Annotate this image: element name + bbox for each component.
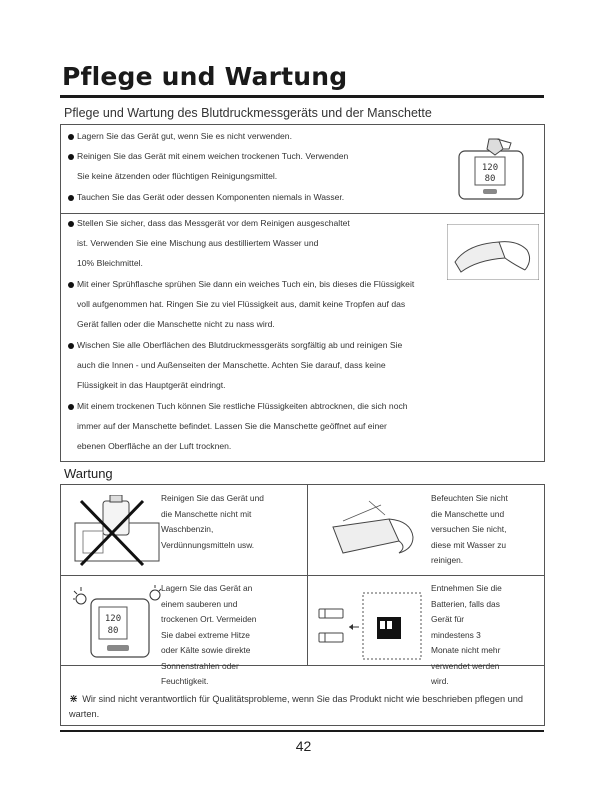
bullet-continuation: Gerät fallen oder die Manschette nicht zu nass wird. bbox=[77, 319, 275, 329]
svg-text:120: 120 bbox=[104, 614, 122, 624]
bullet-item: Stellen Sie sicher, dass das Messgerät vor dem Reinigen ausgeschaltet bbox=[77, 214, 350, 234]
grid-divider bbox=[61, 575, 544, 576]
section-heading-wartung: Wartung bbox=[64, 466, 113, 481]
cuff-water-icon bbox=[329, 497, 421, 563]
cuff-icon bbox=[447, 224, 539, 280]
monitor-sun-icon bbox=[71, 583, 163, 663]
disclaimer-note: ⋇ Wir sind nicht verantwortlich für Qualitätsprobleme, wenn Sie das Produkt nicht wie beschrieben pflegen und warten. bbox=[69, 693, 523, 719]
title-divider bbox=[60, 95, 544, 98]
note-symbol: ⋇ bbox=[69, 693, 79, 705]
bullet-item: Wischen Sie alle Oberflächen des Blutdruckmessgeräts sorgfältig ab und reinigen Sie bbox=[77, 336, 402, 356]
maintenance-grid bbox=[60, 484, 545, 726]
bullet-continuation: ebenen Oberfläche an der Luft trocknen. bbox=[77, 441, 232, 451]
svg-text:80: 80 bbox=[107, 626, 119, 636]
maintenance-text-water: Befeuchten Sie nicht die Manschette und versuchen Sie nicht, diese mit Wasser zu reinigen. bbox=[431, 493, 508, 565]
bottle-crossed-icon bbox=[73, 495, 161, 567]
subtitle: Pflege und Wartung des Blutdruckmessgeräts und der Manschette bbox=[64, 106, 432, 120]
bullet-item: Lagern Sie das Gerät gut, wenn Sie es nicht verwenden. bbox=[77, 127, 292, 147]
bullet-item: Reinigen Sie das Gerät mit einem weichen trockenen Tuch. Verwenden bbox=[77, 147, 348, 167]
bullet-item: Tauchen Sie das Gerät oder dessen Komponenten niemals in Wasser. bbox=[77, 188, 344, 208]
bullet-item: Mit einer Sprühflasche sprühen Sie dann ein weiches Tuch ein, bis dieses die Flüssigkeit bbox=[77, 275, 414, 295]
svg-text:80: 80 bbox=[484, 174, 496, 184]
bullet-continuation: voll aufgenommen hat. Ringen Sie zu viel Flüssigkeit aus, damit keine Tropfen auf das bbox=[77, 299, 406, 309]
maintenance-text-batteries: Entnehmen Sie die Batterien, falls das Gerät für mindestens 3 Monate nicht mehr verwendet werden wird. bbox=[431, 583, 502, 686]
battery-icon bbox=[317, 585, 425, 661]
bullet-item: Mit einem trockenen Tuch können Sie restliche Flüssigkeiten abtrocknen, die sich noch bbox=[77, 397, 408, 417]
bullet-continuation: Flüssigkeit in das Hauptgerät eindringt. bbox=[77, 380, 226, 390]
bullet-continuation: Sie keine ätzenden oder flüchtigen Reinigungsmittel. bbox=[77, 171, 278, 181]
bullet-continuation: 10% Bleichmittel. bbox=[77, 258, 143, 268]
maintenance-text-solvents: Reinigen Sie das Gerät und die Manschette nicht mit Waschbenzin, Verdünnungsmitteln usw. bbox=[161, 493, 264, 550]
svg-text:120: 120 bbox=[481, 163, 499, 173]
care-box-bottom bbox=[60, 213, 545, 462]
page-number: 42 bbox=[295, 738, 312, 754]
bullet-continuation: ist. Verwenden Sie eine Mischung aus destilliertem Wasser und bbox=[77, 238, 319, 248]
bullet-continuation: auch die Innen - und Außenseiten der Manschette. Achten Sie darauf, dass keine bbox=[77, 360, 386, 370]
care-box-top bbox=[60, 124, 545, 214]
maintenance-text-storage: Lagern Sie das Gerät an einem sauberen und trockenen Ort. Vermeiden Sie dabei extreme Hitze oder Kälte sowie direkte Sonnenstrahlen oder Feuchtigkeit. bbox=[161, 583, 257, 686]
bullet-continuation: immer auf der Manschette befindet. Lassen Sie die Manschette geöffnet auf einer bbox=[77, 421, 387, 431]
monitor-hand-icon bbox=[453, 137, 529, 203]
page-title: Pflege und Wartung bbox=[62, 62, 348, 91]
footer-divider bbox=[60, 730, 544, 732]
